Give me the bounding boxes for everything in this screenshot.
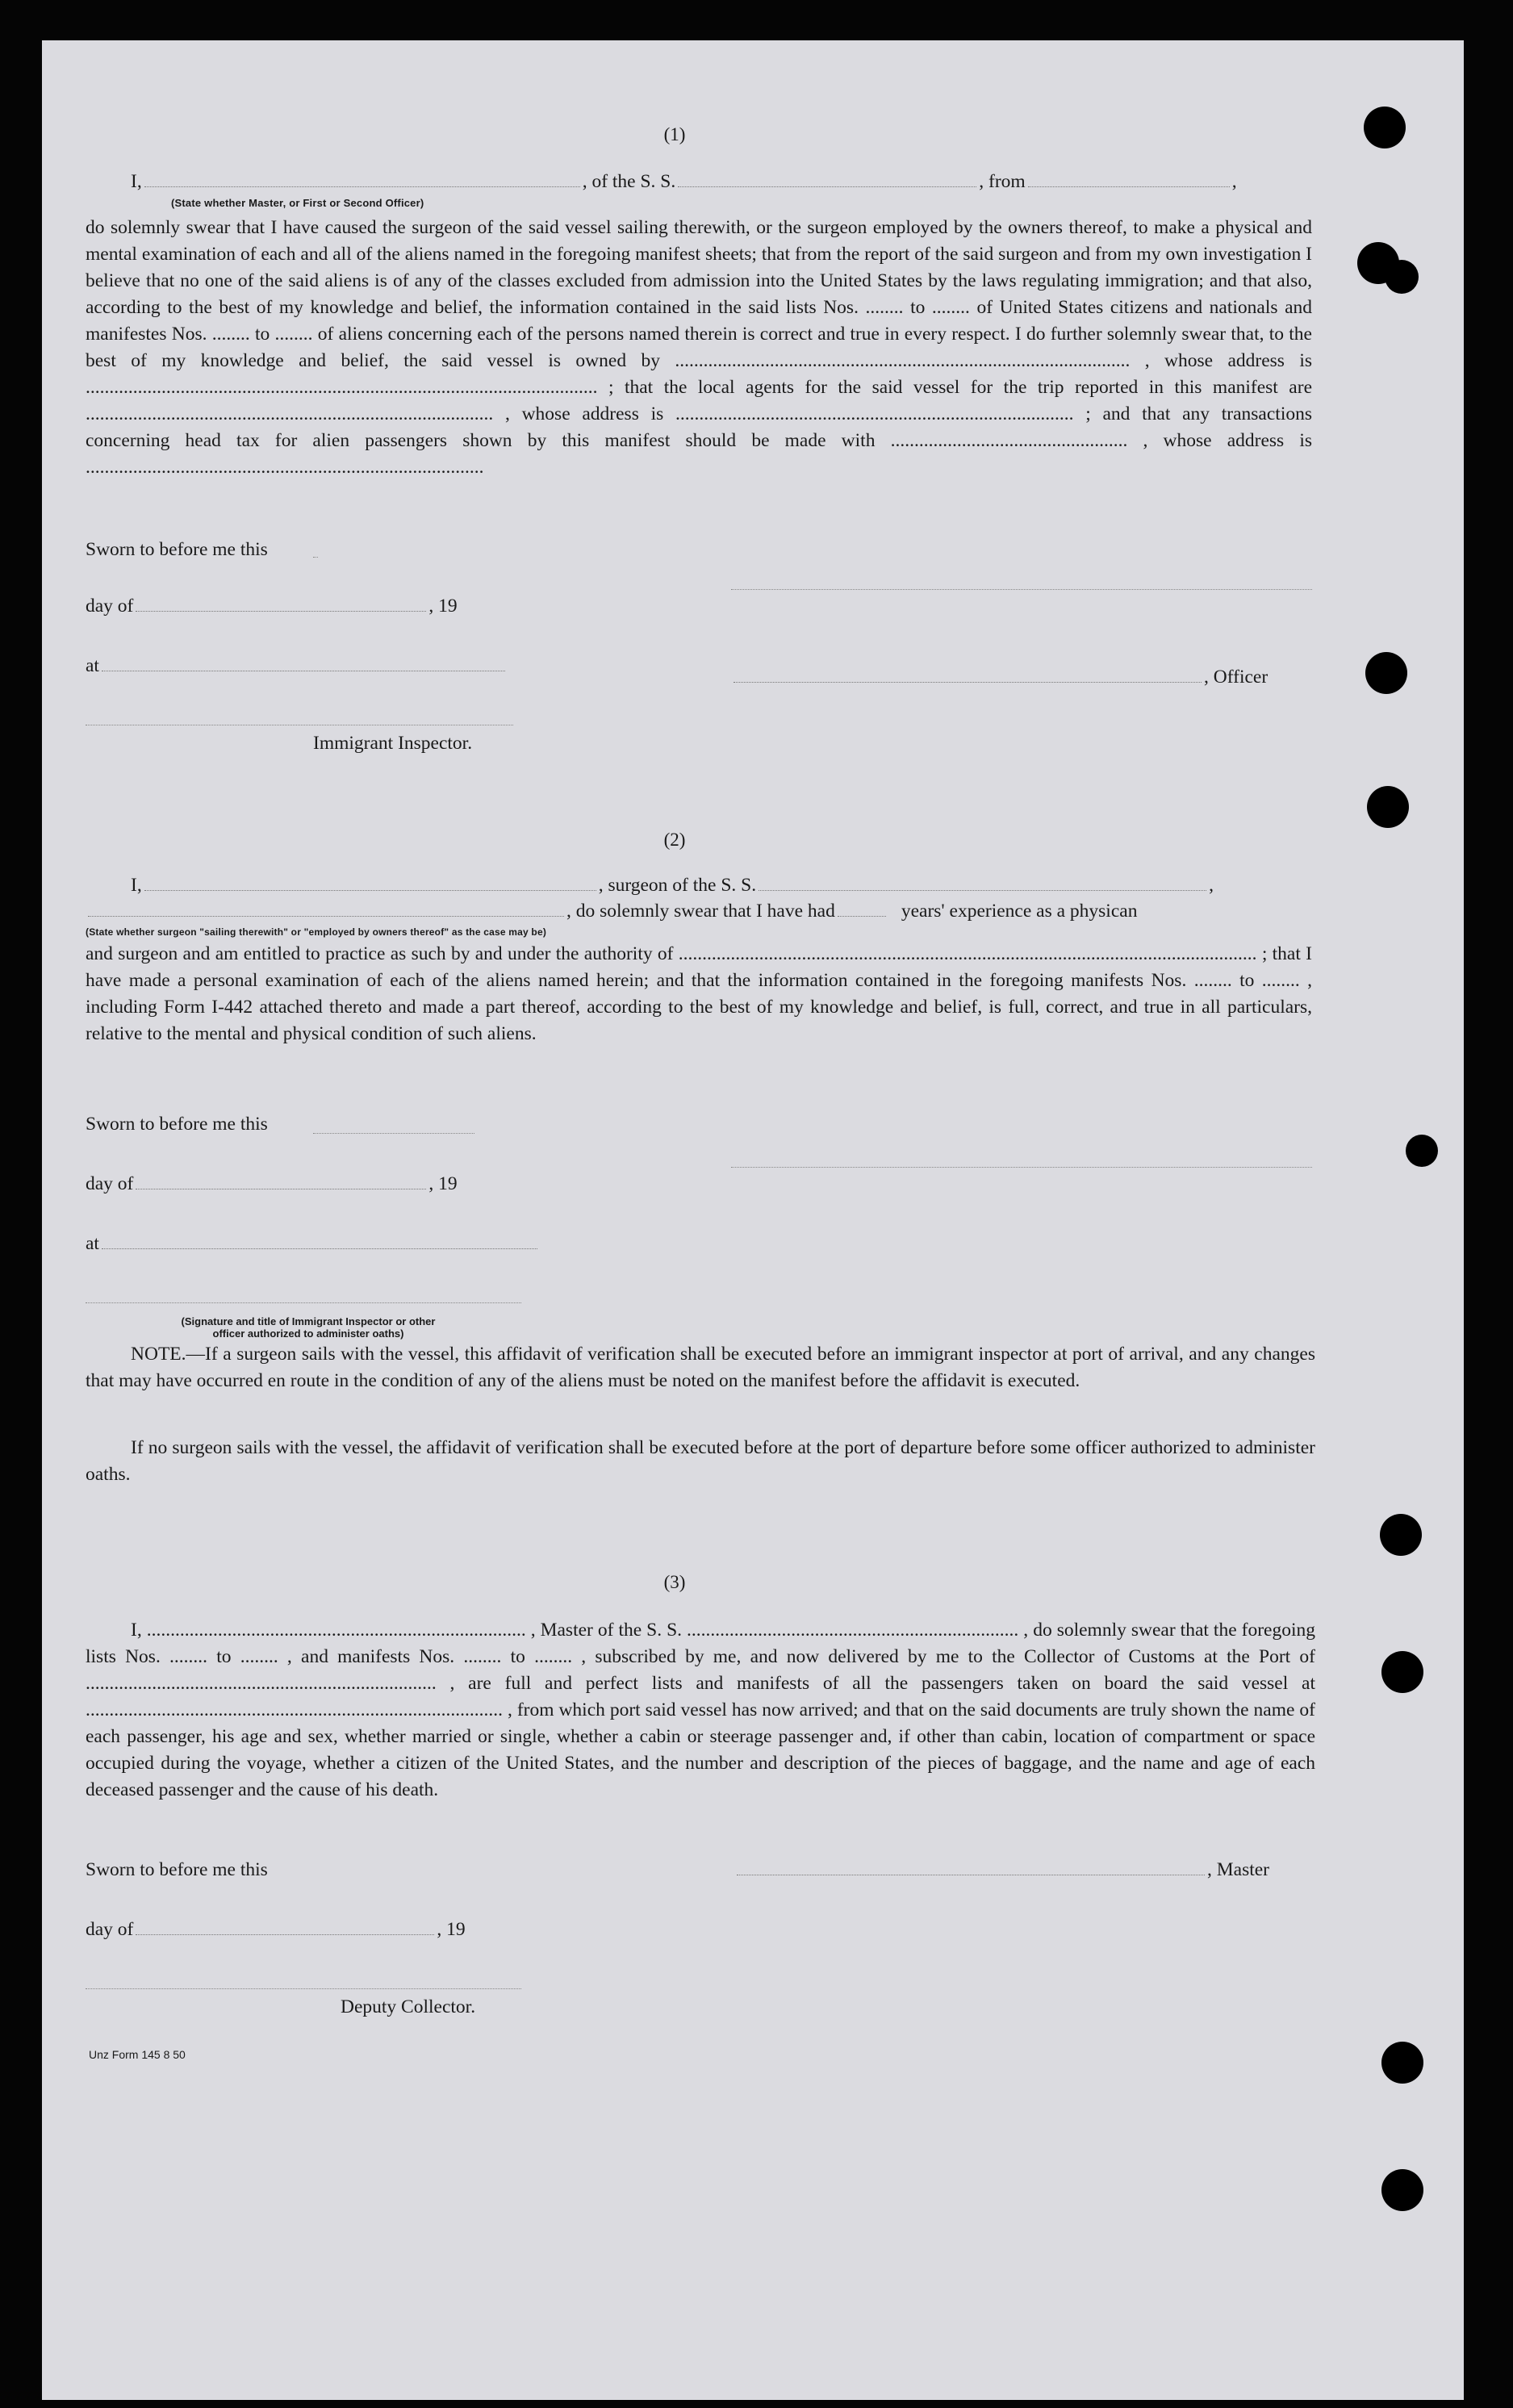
section-1-sworn-label: Sworn to before me this [86, 539, 268, 560]
section-3-day-line [86, 1919, 466, 1941]
section-2-number: (2) [663, 830, 686, 850]
pronoun-i: I, [131, 171, 142, 192]
at-label: at [86, 1233, 99, 1254]
pronoun-i: I, [131, 875, 142, 896]
section-2-first-line [131, 875, 1214, 897]
surgeon-type-blank[interactable] [88, 915, 564, 917]
signature-title-note [115, 1315, 502, 1340]
officer-signature-blank[interactable] [734, 681, 1202, 683]
officer-rank-note: (State whether Master, or First or Second Officer) [171, 197, 424, 209]
day-of-label: day of [86, 1173, 134, 1194]
years-experience-label: years' experience as a physican [901, 901, 1138, 922]
section-2-at-line [86, 1233, 540, 1255]
punch-hole [1364, 107, 1406, 148]
master-label: , Master [1207, 1859, 1270, 1880]
punch-hole [1367, 786, 1409, 828]
year-label: , 19 [428, 1173, 458, 1194]
section-3-number: (3) [663, 1572, 686, 1592]
day-blank[interactable] [136, 610, 426, 612]
ship-name-blank[interactable] [678, 186, 976, 187]
deputy-collector-label: Deputy Collector. [341, 1996, 476, 2017]
surgeon-type-note: (State whether surgeon "sailing therewith" or "employed by owners thereof" as the case may be) [86, 926, 547, 938]
section-1-at-line [86, 655, 508, 677]
year-label: , 19 [428, 596, 458, 617]
section-2-day-line [86, 1173, 458, 1195]
section-3-sworn-label: Sworn to before me this [86, 1859, 268, 1880]
section-2-oath-body: and surgeon and am entitled to practice as such by and under the authority of .......................................................................................................................... ; that I have made a personal examination of each of the aliens named herein; and that the information contained in the foregoing manifests Nos. ........ to ........ , including Form I-442 attached thereto and made a part thereof, according to the best of my knowledge and belief, is full, correct, and true in all particulars, relative to the mental and physical condition of such aliens. [86, 943, 1312, 1044]
day-of-label: day of [86, 1919, 134, 1940]
section-3-master-line [734, 1859, 1269, 1881]
punch-hole [1381, 2042, 1423, 2084]
from-port-blank[interactable] [1028, 186, 1230, 187]
ship-name-blank[interactable] [759, 889, 1206, 891]
punch-hole [1381, 2169, 1423, 2211]
officer-name-blank[interactable] [144, 186, 580, 187]
at-place-blank[interactable] [102, 1248, 537, 1249]
day-blank[interactable] [136, 1188, 426, 1189]
signature-note-line-2: officer authorized to administer oaths) [212, 1327, 404, 1340]
section-1-number: (1) [663, 124, 686, 144]
section-3-oath-body: I, ................................................................................ , Master of the S. S. ...................................................................... , do solemnly swear that the foregoing lists Nos. ........ to ........ , and manifests Nos. ........ to ........ , subscribed by me, and now delivered by me to the Collector of Customs at the Port of .......................................................................... , are full and perfect lists and manifests of all the passengers taken on board the said vessel at ........................................................................................ , from which port said vessel has now arrived; and that on the said documents are truly shown the name of each passenger, his age and sex, whether married or single, whether a cabin or steerage passenger and, if other than cabin, location of compartment or space occupied during the voyage, whether a citizen of the United States, and the number and description of the pieces of baggage, and the name and age of each deceased passenger and the cause of his death. [86, 1620, 1315, 1800]
deputy-collector-signature-line[interactable] [86, 1988, 521, 1989]
from-label: , from [979, 171, 1026, 192]
form-sheet [42, 40, 1464, 2400]
punch-hole [1385, 260, 1419, 294]
master-signature-blank[interactable] [737, 1874, 1205, 1875]
solemnly-swear-label: , do solemnly swear that I have had [566, 901, 835, 922]
officer-label: , Officer [1204, 667, 1268, 688]
section-2-signature-line[interactable] [731, 1167, 1312, 1168]
line-comma: , [1231, 171, 1237, 192]
years-blank[interactable] [838, 915, 886, 917]
of-ship-label: , of the S. S. [582, 171, 676, 192]
punch-hole [1406, 1135, 1438, 1167]
form-number: Unz Form 145 8 50 [89, 2048, 186, 2061]
section-2-second-line [86, 901, 1137, 922]
surgeon-note-paragraph: NOTE.—If a surgeon sails with the vessel, this affidavit of verification shall be executed before an immigrant inspector at port of arrival, and any changes that may have occurred en route in the condition of any of the aliens must be noted on the manifest before the affidavit is executed. [86, 1344, 1315, 1391]
punch-hole [1380, 1514, 1422, 1556]
at-label: at [86, 655, 99, 676]
punch-hole [1365, 652, 1407, 694]
no-surgeon-note-paragraph: If no surgeon sails with the vessel, the affidavit of verification shall be executed before at the port of departure before some officer authorized to administer oaths. [86, 1437, 1315, 1485]
section-1-first-line [131, 171, 1237, 193]
section-1-day-line [86, 596, 458, 617]
line-comma: , [1209, 875, 1214, 896]
section-1-signature-line[interactable] [731, 589, 1312, 590]
surgeon-name-blank[interactable] [144, 889, 596, 891]
section-2-sworn-blank[interactable] [313, 1133, 474, 1134]
at-place-blank[interactable] [102, 670, 505, 671]
punch-hole [1381, 1651, 1423, 1693]
day-blank[interactable] [136, 1934, 434, 1935]
immigrant-inspector-label: Immigrant Inspector. [313, 733, 473, 754]
section-1-oath-body: do solemnly swear that I have caused the surgeon of the said vessel sailing therewith, or the surgeon employed by the owners thereof, to make a physical and mental examination of each and all of the aliens named in the foregoing manifest sheets; that from the report of the said surgeon and from my own investigation I believe that no one of the said aliens is of any of the classes excluded from admission into the United States by the laws regulating immigration; and that also, according to the best of my knowledge and belief, the information contained in the said lists Nos. ........ to ........ of United States citizens and nationals and manifestes Nos. ........ to ........ of aliens concerning each of the persons named therein is correct and true in every respect. I do further solemnly swear that, to the best of my knowledge and belief, the said vessel is owned by ................................................................................................ , whose address is ............................................................................................................ ; that the local agents for the said vessel for the trip reported in this manifest are ...................................................................................... , whose address is .................................................................................... ; and that any transactions concerning head tax for alien passengers shown by this manifest should be made with .................................................. , whose address is .................................................................................... [86, 217, 1312, 478]
surgeon-of-ship-label: , surgeon of the S. S. [598, 875, 757, 896]
section-2-sworn-label: Sworn to before me this [86, 1114, 268, 1135]
signature-note-line-1: (Signature and title of Immigrant Inspector or other [181, 1315, 436, 1327]
year-label: , 19 [437, 1919, 466, 1940]
section-1-officer-line [731, 667, 1268, 688]
day-of-label: day of [86, 596, 134, 617]
section-1-sworn-blank[interactable] [313, 557, 318, 558]
section-2-inspector-line[interactable] [86, 1302, 521, 1303]
